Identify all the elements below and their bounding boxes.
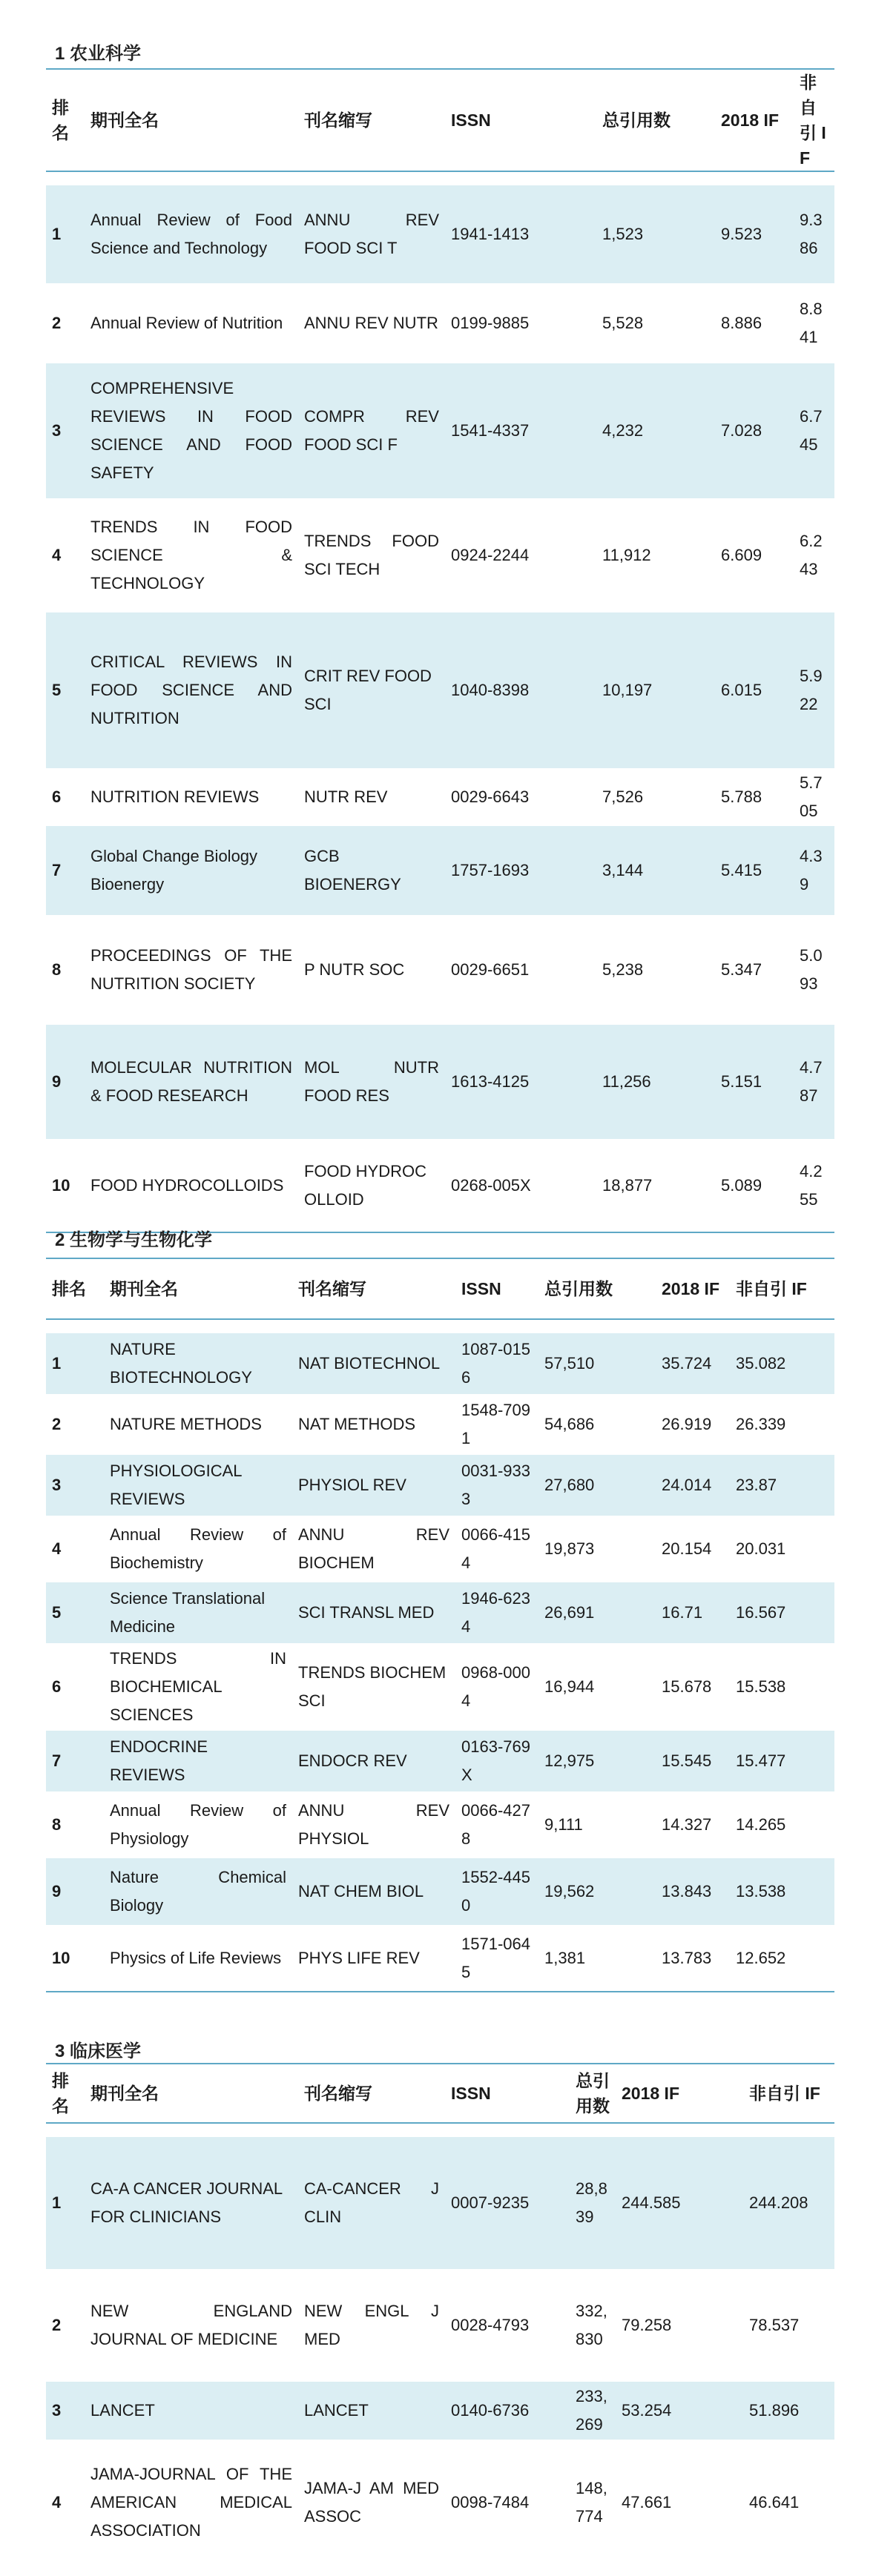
full-name-cell: MOLECULAR NUTRITION & FOOD RESEARCH	[85, 1025, 298, 1139]
if-cell: 5.089	[715, 1139, 794, 1232]
if-cell: 20.154	[662, 1539, 712, 1558]
rank-cell: 3	[46, 363, 85, 498]
issn-cell: 1571-0645	[455, 1925, 538, 1992]
table-row	[46, 498, 834, 612]
section-title: 3 临床医学	[55, 2041, 142, 2061]
full-name-cell: NUTRITION REVIEWS	[90, 787, 260, 806]
header-full-name: 期刊全名	[104, 1258, 292, 1319]
journal-table	[46, 68, 834, 1233]
if-cell: 15.678	[662, 1677, 712, 1696]
if-cell: 9.523	[715, 185, 794, 283]
table-header-row	[46, 2064, 834, 2123]
full-name-cell: FOOD HYDROCOLLOIDS	[85, 1139, 298, 1232]
header-abbreviation: 刊名缩写	[298, 69, 445, 171]
citations-cell: 4,232	[596, 363, 715, 498]
abbreviation-cell: SCI TRANSL MED	[292, 1582, 455, 1643]
citations-cell: 1,523	[596, 185, 715, 283]
issn-cell: 0199-9885	[451, 314, 530, 332]
table-row	[46, 1582, 834, 1643]
rank-cell: 7	[46, 1731, 104, 1791]
non-self-if-cell: 15.538	[736, 1677, 786, 1696]
header-abbreviation: 刊名缩写	[292, 1258, 455, 1319]
non-self-if-cell: 23.87	[730, 1455, 834, 1516]
if-cell: 5.415	[715, 826, 794, 915]
if-cell: 6.015	[715, 612, 794, 768]
full-name-cell: Physics of Life Reviews	[104, 1925, 292, 1992]
citations-cell: 26,691	[538, 1582, 656, 1643]
section-title: 1 农业科学	[55, 44, 142, 64]
rank-cell: 3	[46, 2382, 85, 2440]
table-row	[46, 1925, 834, 1992]
rank-cell: 8	[52, 1815, 62, 1834]
full-name-cell: JAMA-JOURNAL OF THE AMERICAN MEDICAL ASSOCIATION	[90, 2465, 292, 2540]
abbreviation-cell: CA-CANCER J CLIN	[298, 2137, 445, 2269]
abbreviation-cell: LANCET	[298, 2382, 445, 2440]
table-row	[46, 2440, 834, 2566]
non-self-if-cell: 244.208	[743, 2137, 834, 2269]
full-name-cell: Nature Chemical Biology	[104, 1858, 292, 1925]
full-name-cell: Science Translational Medicine	[104, 1582, 292, 1643]
rank-cell: 4	[52, 1539, 62, 1558]
issn-cell: 0098-7484	[451, 2493, 530, 2511]
if-cell: 244.585	[616, 2137, 743, 2269]
abbreviation-cell: FOOD HYDROCOLLOID	[298, 1139, 445, 1232]
abbreviation-cell: TRENDS BIOCHEM SCI	[298, 1663, 447, 1710]
table-row	[46, 2269, 834, 2382]
non-self-if-cell: 15.477	[730, 1731, 834, 1791]
rank-cell: 2	[52, 2316, 62, 2334]
journal-table	[46, 1258, 834, 1992]
table-row	[46, 1025, 834, 1139]
non-self-if-cell: 4.255	[794, 1139, 834, 1232]
table-row	[46, 915, 834, 1025]
issn-cell: 1541-4337	[445, 363, 596, 498]
issn-cell: 1040-8398	[445, 612, 596, 768]
abbreviation-cell: NEW ENGL J MED	[304, 2302, 439, 2348]
if-cell: 79.258	[622, 2316, 672, 2334]
table-row	[46, 1858, 834, 1925]
if-cell: 24.014	[656, 1455, 730, 1516]
header-full-name: 期刊全名	[85, 2064, 298, 2123]
issn-cell: 0007-9235	[445, 2137, 570, 2269]
full-name-cell: NEW ENGLAND JOURNAL OF MEDICINE	[90, 2302, 292, 2348]
header-issn: ISSN	[445, 69, 596, 171]
full-name-cell: PHYSIOLOGICAL REVIEWS	[104, 1455, 292, 1516]
if-cell: 14.327	[662, 1815, 712, 1834]
header-issn: ISSN	[445, 2064, 570, 2123]
if-cell: 15.545	[656, 1731, 730, 1791]
abbreviation-cell: JAMA-J AM MED ASSOC	[304, 2479, 439, 2526]
rank-cell: 5	[46, 1582, 104, 1643]
non-self-if-cell: 14.265	[736, 1815, 786, 1834]
non-self-if-cell: 20.031	[736, 1539, 786, 1558]
table-row	[46, 1394, 834, 1455]
issn-cell: 0031-9333	[455, 1455, 538, 1516]
rank-cell: 2	[52, 314, 62, 332]
rank-cell: 2	[52, 1415, 62, 1433]
abbreviation-cell: ANNU REV BIOCHEM	[298, 1525, 449, 1572]
table-row	[46, 1516, 834, 1582]
non-self-if-cell: 35.082	[730, 1333, 834, 1394]
table-row	[46, 612, 834, 768]
abbreviation-cell: ENDOCR REV	[292, 1731, 455, 1791]
abbreviation-cell: NUTR REV	[304, 787, 388, 806]
issn-cell: 0140-6736	[445, 2382, 570, 2440]
if-cell: 5.151	[715, 1025, 794, 1139]
issn-cell: 0066-4278	[461, 1801, 530, 1848]
rank-cell: 10	[46, 1139, 85, 1232]
header-rank: 排名	[46, 2064, 85, 2123]
journal-table	[46, 2063, 834, 2566]
issn-cell: 1757-1693	[445, 826, 596, 915]
citations-cell: 9,111	[544, 1815, 583, 1834]
full-name-cell: ENDOCRINE REVIEWS	[104, 1731, 292, 1791]
citations-cell: 12,975	[538, 1731, 656, 1791]
non-self-if-cell: 5.705	[800, 773, 823, 820]
rank-cell: 8	[52, 960, 62, 979]
full-name-cell: CA-A CANCER JOURNAL FOR CLINICIANS	[85, 2137, 298, 2269]
if-cell: 5.788	[721, 787, 762, 806]
full-name-cell: PROCEEDINGS OF THE NUTRITION SOCIETY	[90, 946, 292, 993]
citations-cell: 16,944	[544, 1677, 595, 1696]
table-row	[46, 1455, 834, 1516]
non-self-if-cell: 78.537	[749, 2316, 800, 2334]
header-non-self-if: 非自引 IF	[794, 69, 834, 171]
citations-cell: 3,144	[596, 826, 715, 915]
if-cell: 13.783	[656, 1925, 730, 1992]
non-self-if-cell: 46.641	[749, 2493, 800, 2511]
rank-cell: 1	[46, 2137, 85, 2269]
full-name-cell: NATURE METHODS	[110, 1415, 262, 1433]
header-total-citations: 总引用数	[538, 1258, 656, 1319]
header-issn: ISSN	[455, 1258, 538, 1319]
non-self-if-cell: 4.787	[794, 1025, 834, 1139]
citations-cell: 1,381	[538, 1925, 656, 1992]
full-name-cell: LANCET	[85, 2382, 298, 2440]
rank-cell: 3	[46, 1455, 104, 1516]
citations-cell: 233,269	[570, 2382, 616, 2440]
table-row	[46, 1139, 834, 1232]
non-self-if-cell: 6.243	[800, 532, 823, 578]
header-rank: 排名	[46, 1258, 104, 1319]
full-name-cell: Annual Review of Biochemistry	[110, 1525, 286, 1572]
rank-cell: 9	[46, 1858, 104, 1925]
abbreviation-cell: NAT METHODS	[298, 1415, 416, 1433]
issn-cell: 1087-0156	[455, 1333, 538, 1394]
issn-cell: 0066-4154	[461, 1525, 530, 1572]
non-self-if-cell: 12.652	[730, 1925, 834, 1992]
issn-cell: 0163-769X	[455, 1731, 538, 1791]
full-name-cell: NATURE BIOTECHNOLOGY	[104, 1333, 292, 1394]
issn-cell: 1552-4450	[455, 1858, 538, 1925]
citations-cell: 27,680	[538, 1455, 656, 1516]
abbreviation-cell: ANNU REV FOOD SCI T	[298, 185, 445, 283]
citations-cell: 5,528	[602, 314, 644, 332]
abbreviation-cell: CRIT REV FOOD SCI	[298, 612, 445, 768]
abbreviation-cell: COMPR REV FOOD SCI F	[298, 363, 445, 498]
full-name-cell: Annual Review of Nutrition	[90, 314, 283, 332]
header-full-name: 期刊全名	[85, 69, 298, 171]
citations-cell: 11,256	[596, 1025, 715, 1139]
table-row	[46, 363, 834, 498]
header-non-self-if: 非自引 IF	[730, 1258, 834, 1319]
issn-cell: 1946-6234	[455, 1582, 538, 1643]
rank-cell: 10	[46, 1925, 104, 1992]
if-cell: 26.919	[662, 1415, 712, 1433]
abbreviation-cell: ANNU REV NUTR	[304, 314, 438, 332]
table-row	[46, 1643, 834, 1731]
abbreviation-cell: TRENDS FOOD SCI TECH	[304, 532, 439, 578]
abbreviation-cell: P NUTR SOC	[304, 960, 405, 979]
rank-cell: 1	[46, 185, 85, 283]
table-row	[46, 185, 834, 283]
table-header-row	[46, 69, 834, 171]
table-row	[46, 2382, 834, 2440]
table-row	[46, 1731, 834, 1791]
issn-cell: 0029-6651	[451, 960, 530, 979]
issn-cell: 0268-005X	[445, 1139, 596, 1232]
if-cell: 6.609	[721, 546, 762, 564]
issn-cell: 1613-4125	[445, 1025, 596, 1139]
non-self-if-cell: 8.841	[800, 300, 823, 346]
rank-cell: 5	[46, 612, 85, 768]
abbreviation-cell: NAT BIOTECHNOL	[292, 1333, 455, 1394]
rank-cell: 1	[46, 1333, 104, 1394]
table-row	[46, 826, 834, 915]
header-abbreviation: 刊名缩写	[298, 2064, 445, 2123]
citations-cell: 19,873	[544, 1539, 595, 1558]
if-cell: 7.028	[715, 363, 794, 498]
abbreviation-cell: MOL NUTR FOOD RES	[298, 1025, 445, 1139]
if-cell: 53.254	[616, 2382, 743, 2440]
table-row	[46, 768, 834, 826]
full-name-cell: Annual Review of Food Science and Technology	[85, 185, 298, 283]
table-row	[46, 1333, 834, 1394]
table-row	[46, 1791, 834, 1858]
if-cell: 8.886	[721, 314, 762, 332]
rank-cell: 7	[46, 826, 85, 915]
full-name-cell: TRENDS IN FOOD SCIENCE & TECHNOLOGY	[90, 518, 292, 592]
issn-cell: 1941-1413	[445, 185, 596, 283]
citations-cell: 7,526	[602, 787, 644, 806]
full-name-cell: COMPREHENSIVE REVIEWS IN FOOD SCIENCE AND FOOD SAFETY	[85, 363, 298, 498]
header-2018-if: 2018 IF	[715, 69, 794, 171]
issn-cell: 0028-4793	[451, 2316, 530, 2334]
full-name-cell: Global Change Biology Bioenergy	[85, 826, 298, 915]
section-title: 2 生物学与生物化学	[55, 1230, 213, 1250]
issn-cell: 0029-6643	[451, 787, 530, 806]
citations-cell: 18,877	[596, 1139, 715, 1232]
citations-cell: 5,238	[602, 960, 644, 979]
full-name-cell: Annual Review of Physiology	[110, 1801, 286, 1848]
rank-cell: 4	[52, 2493, 62, 2511]
table-row	[46, 2137, 834, 2269]
issn-cell: 0924-2244	[451, 546, 530, 564]
header-total-citations: 总引用数	[570, 2064, 616, 2123]
header-2018-if: 2018 IF	[656, 1258, 730, 1319]
citations-cell: 57,510	[538, 1333, 656, 1394]
header-rank: 排名	[46, 69, 85, 171]
citations-cell: 19,562	[538, 1858, 656, 1925]
if-cell: 47.661	[622, 2493, 672, 2511]
non-self-if-cell: 26.339	[736, 1415, 786, 1433]
if-cell: 5.347	[721, 960, 762, 979]
abbreviation-cell: GCB BIOENERGY	[298, 826, 445, 915]
header-total-citations: 总引用数	[596, 69, 715, 171]
non-self-if-cell: 4.39	[794, 826, 834, 915]
citations-cell: 10,197	[596, 612, 715, 768]
abbreviation-cell: PHYS LIFE REV	[292, 1925, 455, 1992]
issn-cell: 0968-0004	[461, 1663, 530, 1710]
non-self-if-cell: 5.093	[800, 946, 823, 993]
rank-cell: 9	[46, 1025, 85, 1139]
table-row	[46, 283, 834, 363]
non-self-if-cell: 9.386	[794, 185, 834, 283]
header-non-self-if: 非自引 IF	[743, 2064, 834, 2123]
non-self-if-cell: 51.896	[743, 2382, 834, 2440]
rank-cell: 6	[52, 1677, 62, 1696]
rank-cell: 4	[52, 546, 62, 564]
if-cell: 16.71	[656, 1582, 730, 1643]
non-self-if-cell: 13.538	[730, 1858, 834, 1925]
if-cell: 13.843	[656, 1858, 730, 1925]
abbreviation-cell: ANNU REV PHYSIOL	[298, 1801, 449, 1848]
header-2018-if: 2018 IF	[616, 2064, 743, 2123]
full-name-cell: CRITICAL REVIEWS IN FOOD SCIENCE AND NUTRITION	[85, 612, 298, 768]
full-name-cell: TRENDS IN BIOCHEMICAL SCIENCES	[110, 1649, 286, 1724]
rank-cell: 6	[52, 787, 62, 806]
if-cell: 35.724	[656, 1333, 730, 1394]
non-self-if-cell: 6.745	[794, 363, 834, 498]
citations-cell: 332,830	[576, 2302, 607, 2348]
abbreviation-cell: PHYSIOL REV	[292, 1455, 455, 1516]
non-self-if-cell: 16.567	[730, 1582, 834, 1643]
citations-cell: 28,839	[570, 2137, 616, 2269]
table-header-row	[46, 1258, 834, 1319]
issn-cell: 1548-7091	[461, 1401, 530, 1447]
citations-cell: 54,686	[544, 1415, 595, 1433]
citations-cell: 11,912	[602, 546, 651, 564]
abbreviation-cell: NAT CHEM BIOL	[292, 1858, 455, 1925]
citations-cell: 148,774	[576, 2479, 607, 2526]
non-self-if-cell: 5.922	[794, 612, 834, 768]
